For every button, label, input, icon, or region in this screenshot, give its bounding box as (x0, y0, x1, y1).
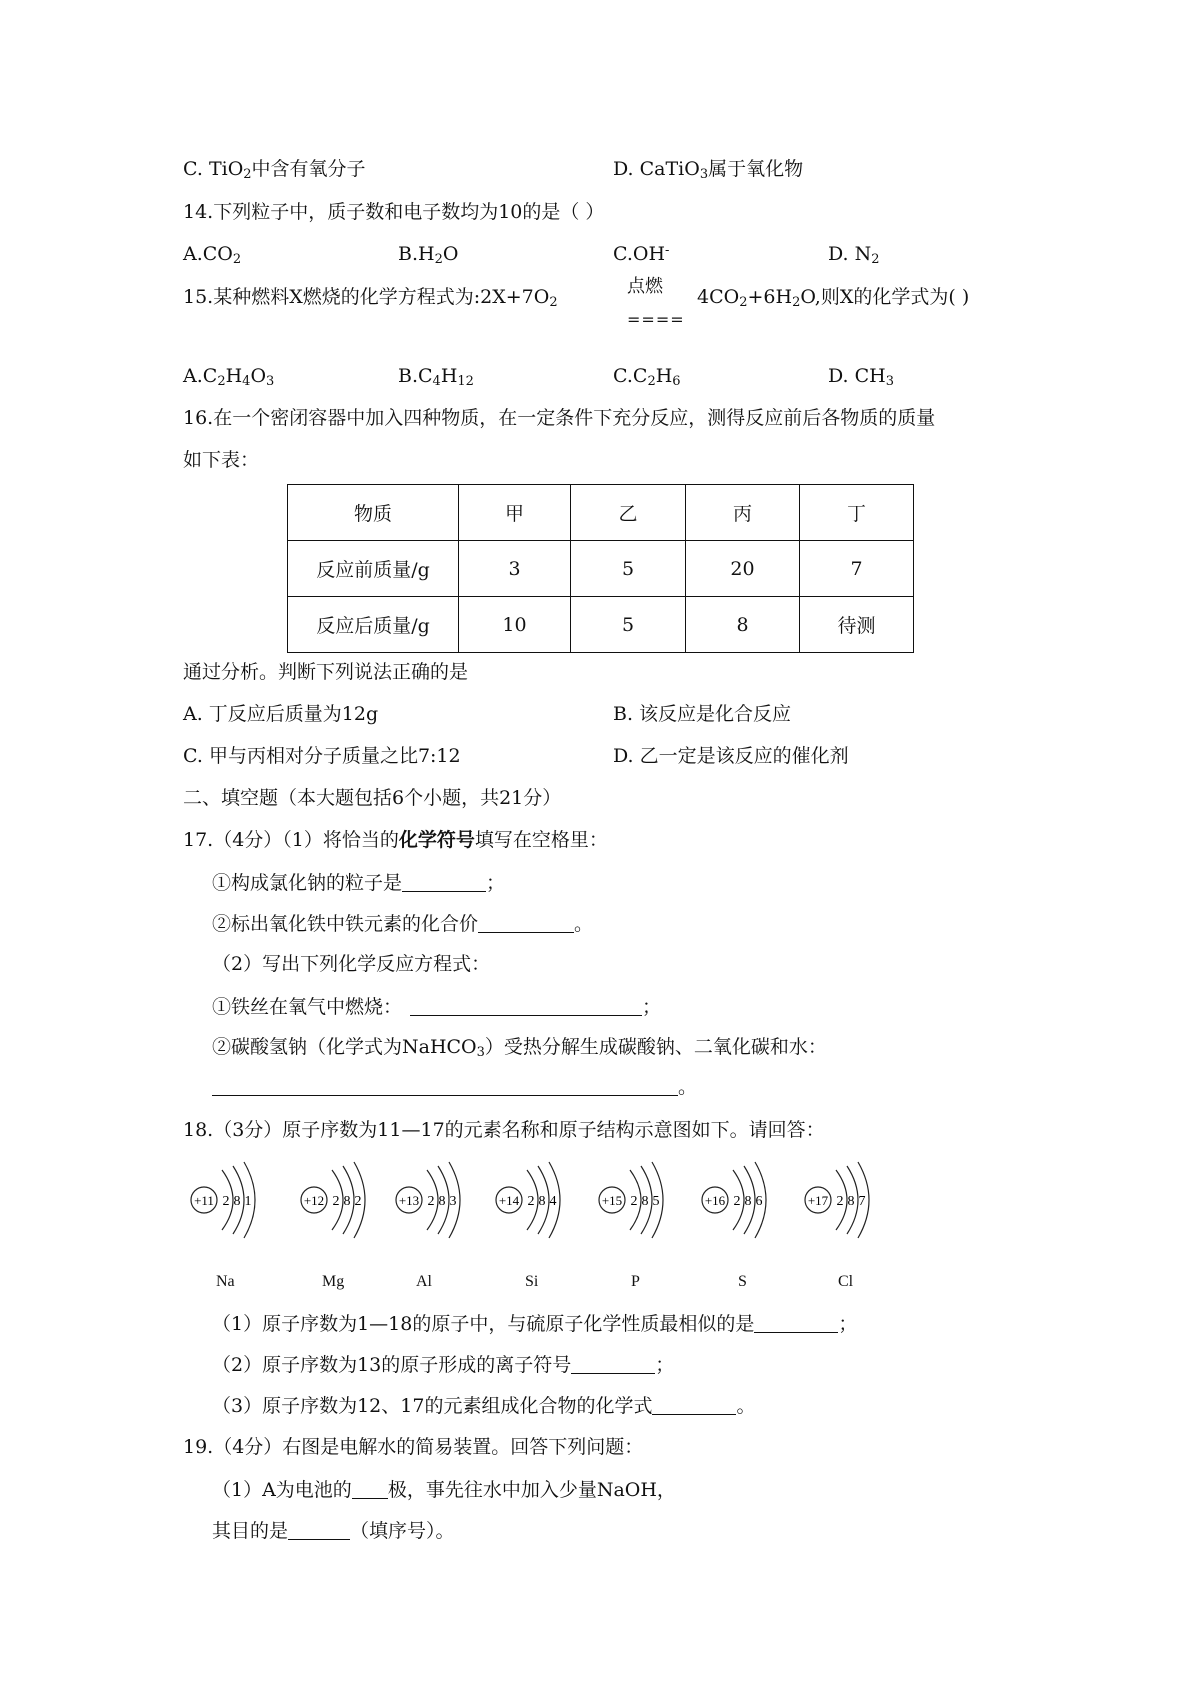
table-header-cell: 乙 (571, 485, 686, 541)
q19-line-2: 其目的是 （填序号）。 (212, 1520, 455, 1542)
q19-line-1: （1）A为电池的 极，事先往水中加入少量NaOH， (212, 1479, 676, 1501)
q16-option-a: A. 丁反应后质量为12g (183, 703, 379, 725)
atom-diagram (594, 1150, 714, 1270)
element-symbol: Al (416, 1273, 432, 1290)
nucleus-charge: +14 (498, 1193, 520, 1208)
q18-question-1: （1）原子序数为1—18的原子中，与硫原子化学性质最相似的是 ； (212, 1313, 858, 1335)
q17-item-4-answer: 。 (212, 1077, 697, 1097)
table-cell: 待测 (800, 597, 914, 653)
q19-stem: 19.（4分）右图是电解水的简易装置。回答下列问题： (183, 1436, 644, 1458)
shell-electron-count: 3 (449, 1194, 457, 1209)
shell-electron-count: 2 (222, 1194, 230, 1209)
table-header-cell: 甲 (459, 485, 571, 541)
q15-reaction-arrow: ==== (627, 310, 685, 329)
shell-electron-count: 2 (354, 1194, 362, 1209)
atom-diagram (491, 1150, 611, 1270)
shell-electron-count: 8 (438, 1194, 446, 1209)
q15-stem: 15.某种燃料X燃烧的化学方程式为$:2X+7O_2$ (183, 286, 558, 310)
answer-blank[interactable] (410, 997, 642, 1016)
answer-blank[interactable] (288, 1521, 350, 1540)
q13-option-c: C. TiO$_2$中含有氧分子 (183, 158, 366, 182)
table-cell: 3 (459, 541, 571, 597)
answer-blank[interactable] (652, 1396, 736, 1415)
table-header-cell: 丁 (800, 485, 914, 541)
q18-question-3: （3）原子序数为12、17的元素组成化合物的化学式 。 (212, 1395, 756, 1417)
mass-table (287, 484, 914, 653)
shell-electron-count: 6 (755, 1194, 763, 1209)
q17-item-2: ②标出氧化铁中铁元素的化合价 。 (212, 913, 594, 935)
q18-question-2: （2）原子序数为13的原子形成的离子符号 ； (212, 1354, 675, 1376)
shell-electron-count: 5 (652, 1194, 660, 1209)
q16-option-c: C. 甲与丙相对分子质量之比7:12 (183, 745, 461, 767)
shell-electron-count: 2 (630, 1194, 638, 1209)
answer-blank[interactable] (402, 873, 486, 892)
q15-option-b: $B.C_4H_{12}$ (398, 365, 474, 389)
answer-blank[interactable] (212, 1077, 678, 1096)
q16-after-table: 通过分析。判断下列说法正确的是 (183, 661, 469, 683)
q13-option-d: D. CaTiO$_3$属于氧化物 (613, 158, 804, 182)
element-symbol: Cl (838, 1273, 854, 1290)
element-symbol: S (738, 1273, 747, 1290)
q14-option-d: D. $N_2$ (828, 243, 880, 267)
shell-electron-count: 8 (233, 1194, 241, 1209)
answer-blank[interactable] (754, 1314, 838, 1333)
table-header-row (288, 485, 914, 541)
shell-electron-count: 1 (244, 1194, 252, 1209)
shell-electron-count: 2 (527, 1194, 535, 1209)
nucleus-charge: +16 (704, 1193, 726, 1208)
q17-item-4: ②碳酸氢钠（化学式为NaHCO$_3$）受热分解生成碳酸钠、二氧化碳和水： (212, 1036, 827, 1060)
shell-electron-count: 2 (427, 1194, 435, 1209)
shell-electron-count: 2 (733, 1194, 741, 1209)
shell-electron-count: 2 (836, 1194, 844, 1209)
q17-item-1: ①构成氯化钠的粒子是 ； (212, 872, 506, 894)
table-cell: 20 (686, 541, 800, 597)
q16-stem-line2: 如下表： (183, 449, 260, 471)
answer-blank[interactable] (571, 1355, 655, 1374)
shell-electron-count: 8 (641, 1194, 649, 1209)
q17-stem: 17.（4分）（1）将恰当的化学符号填写在空格里： (183, 829, 608, 851)
shell-electron-count: 7 (858, 1194, 866, 1209)
table-cell: 反应后质量/g (288, 597, 459, 653)
shell-electron-count: 8 (744, 1194, 752, 1209)
answer-blank[interactable] (352, 1480, 388, 1499)
table-cell: 7 (800, 541, 914, 597)
q14-option-a: $A.CO_2$ (183, 243, 242, 267)
table-header-cell: 丙 (686, 485, 800, 541)
q14-option-c: C.OH- (613, 243, 670, 265)
q15-option-d: D. $CH_3$ (828, 365, 895, 389)
table-cell: 10 (459, 597, 571, 653)
nucleus-charge: +17 (807, 1193, 829, 1208)
q14-option-b: $B.H_2O$ (398, 243, 459, 267)
nucleus-charge: +11 (194, 1193, 214, 1208)
q16-option-b: B. 该反应是化合反应 (613, 703, 792, 725)
answer-blank[interactable] (478, 914, 574, 933)
nucleus-charge: +15 (601, 1193, 623, 1208)
element-symbol: Na (216, 1273, 235, 1290)
table-cell: 5 (571, 597, 686, 653)
q17-item-3: ①铁丝在氧气中燃烧： ； (212, 996, 662, 1018)
q18-stem: 18.（3分）原子序数为11—17的元素名称和原子结构示意图如下。请回答： (183, 1119, 825, 1141)
atom-diagram (800, 1150, 920, 1270)
table-row (288, 541, 914, 597)
q15-products: $4CO_2+6H_2O$,则X的化学式为( ) (697, 286, 970, 310)
table-header-cell: 物质 (288, 485, 459, 541)
shell-electron-count: 8 (538, 1194, 546, 1209)
shell-electron-count: 4 (549, 1194, 557, 1209)
q16-option-d: D. 乙一定是该反应的催化剂 (613, 745, 849, 767)
shell-electron-count: 2 (332, 1194, 340, 1209)
q17-part-2: （2）写出下列化学反应方程式： (212, 953, 491, 975)
atom-diagram (697, 1150, 817, 1270)
element-symbol: Mg (322, 1273, 345, 1290)
shell-electron-count: 8 (343, 1194, 351, 1209)
q16-stem-line1: 16.在一个密闭容器中加入四种物质，在一定条件下充分反应，测得反应前后各物质的质量 (183, 407, 936, 429)
nucleus-charge: +13 (398, 1193, 420, 1208)
table-row (288, 597, 914, 653)
q15-reaction-condition: 点燃 (627, 276, 663, 297)
q15-option-a: $A.C_2H_4O_3$ (183, 365, 275, 389)
element-symbol: P (631, 1273, 640, 1290)
table-cell: 反应前质量/g (288, 541, 459, 597)
shell-electron-count: 8 (847, 1194, 855, 1209)
nucleus-charge: +12 (303, 1193, 325, 1208)
table-cell: 5 (571, 541, 686, 597)
atom-diagram (186, 1150, 306, 1270)
element-symbol: Si (525, 1273, 539, 1290)
q14-stem: 14.下列粒子中，质子数和电子数均为10的是（ ） (183, 201, 605, 223)
table-cell: 8 (686, 597, 800, 653)
q15-option-c: $C.C_2H_6$ (613, 365, 681, 389)
section-heading: 二、填空题（本大题包括6个小题，共21分） (183, 787, 562, 809)
